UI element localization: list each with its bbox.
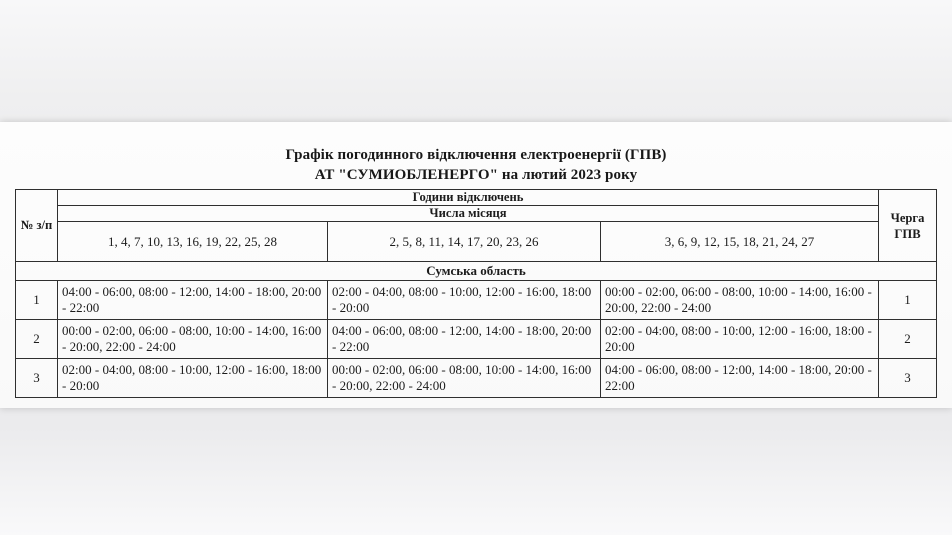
queue-number: 2 [879,320,937,359]
document-page [0,122,952,408]
column-header-queue: Черга ГПВ [879,190,937,262]
outage-times-group1: 04:00 - 06:00, 08:00 - 12:00, 14:00 - 18:00, 20:00 - 22:00 [58,281,328,320]
row-number: 2 [16,320,58,359]
outage-times-group3: 04:00 - 06:00, 08:00 - 12:00, 14:00 - 18:00, 20:00 - 22:00 [601,359,879,398]
day-group-3: 3, 6, 9, 12, 15, 18, 21, 24, 27 [601,222,879,262]
header-row-day-groups [16,222,937,262]
document-title-line1: Графік погодинного відключення електроенергії (ГПВ) [285,147,667,163]
outage-times-group1: 02:00 - 04:00, 08:00 - 10:00, 12:00 - 16:00, 18:00 - 20:00 [58,359,328,398]
outage-times-group2: 04:00 - 06:00, 08:00 - 12:00, 14:00 - 18:00, 20:00 - 22:00 [328,320,601,359]
outage-times-group1: 00:00 - 02:00, 06:00 - 08:00, 10:00 - 14:00, 16:00 - 20:00, 22:00 - 24:00 [58,320,328,359]
outage-times-group2: 02:00 - 04:00, 08:00 - 10:00, 12:00 - 16:00, 18:00 - 20:00 [328,281,601,320]
queue-number: 3 [879,359,937,398]
region-name: Сумська область [16,262,937,281]
day-group-1: 1, 4, 7, 10, 13, 16, 19, 22, 25, 28 [58,222,328,262]
column-header-outage-hours: Години відключень [58,190,879,206]
region-row [16,262,937,281]
outage-schedule-table [15,189,937,398]
table-row [16,359,937,398]
queue-number: 1 [879,281,937,320]
outage-times-group3: 00:00 - 02:00, 06:00 - 08:00, 10:00 - 14:00, 16:00 - 20:00, 22:00 - 24:00 [601,281,879,320]
row-number: 1 [16,281,58,320]
header-row-days [16,206,937,222]
header-row-hours [16,190,937,206]
day-group-2: 2, 5, 8, 11, 14, 17, 20, 23, 26 [328,222,601,262]
column-header-row-number: № з/п [16,190,58,262]
table-row [16,320,937,359]
outage-times-group2: 00:00 - 02:00, 06:00 - 08:00, 10:00 - 14:00, 16:00 - 20:00, 22:00 - 24:00 [328,359,601,398]
column-header-month-days: Числа місяця [58,206,879,222]
outage-times-group3: 02:00 - 04:00, 08:00 - 10:00, 12:00 - 16:00, 18:00 - 20:00 [601,320,879,359]
table-row [16,281,937,320]
row-number: 3 [16,359,58,398]
document-title-line2: АТ "СУМИОБЛЕНЕРГО" на лютий 2023 року [314,167,638,183]
